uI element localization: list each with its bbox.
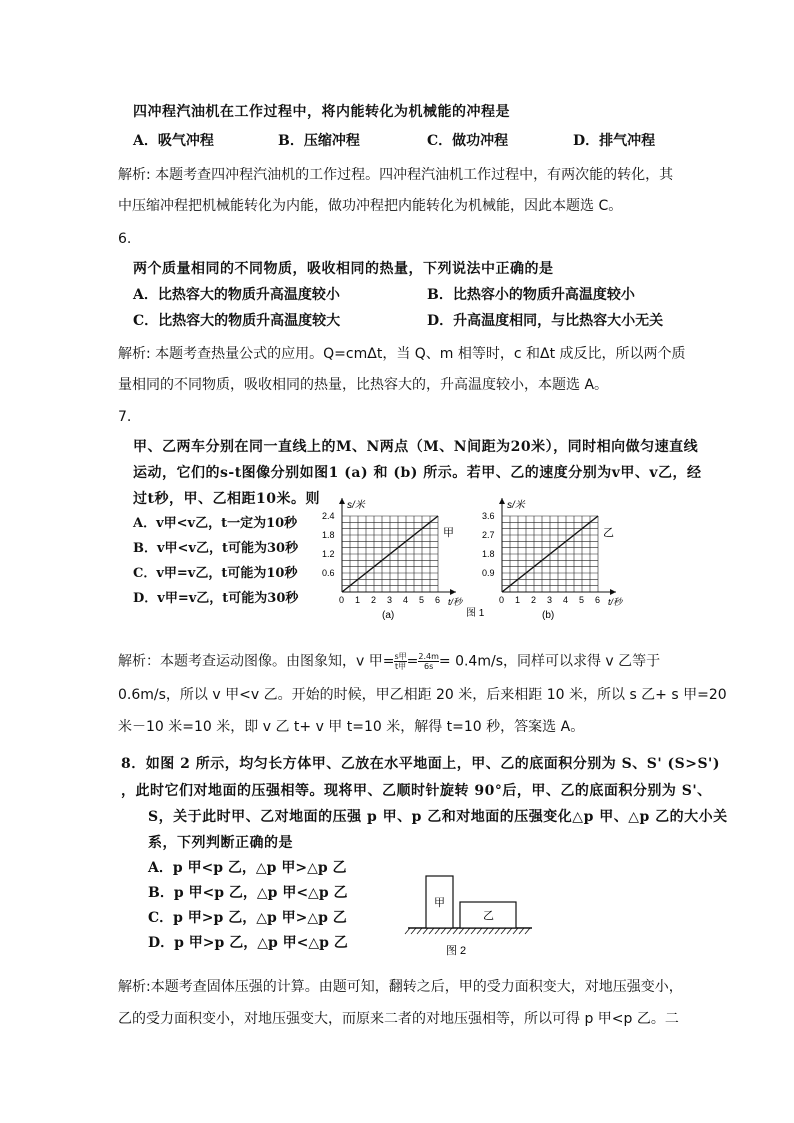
q7-stem-line-2: 运动，它们的s-t图像分别如图1 (a) 和 (b) 所示。若甲、乙的速度分别为v甲、v乙，经 xyxy=(133,465,702,481)
q5-option-a: A．吸气冲程 xyxy=(133,133,214,149)
block-jia-label: 甲 xyxy=(434,897,445,909)
y-tick-label: 0.6 xyxy=(322,568,335,578)
q5-option-c: C．做功冲程 xyxy=(427,133,509,149)
q7-fraction-2 xyxy=(418,652,439,671)
chart-a xyxy=(322,498,464,621)
x-axis-arrow xyxy=(450,589,456,595)
hatch-mark xyxy=(483,928,488,934)
q8-option-a: A．p 甲<p 乙，△p 甲>△p 乙 xyxy=(148,860,347,876)
hatch-mark xyxy=(489,928,494,934)
y-axis-label: s/米 xyxy=(347,500,365,511)
q7-option-a: A．v甲<v乙，t一定为10秒 xyxy=(133,516,298,531)
figure-2-caption: 图 2 xyxy=(446,945,467,957)
x-axis-label: t/秒 xyxy=(448,597,463,607)
hatch-mark xyxy=(429,928,434,934)
hatch-mark xyxy=(525,928,530,934)
hatch-mark xyxy=(441,928,446,934)
hatch-mark xyxy=(507,928,512,934)
x-tick-label: 2 xyxy=(371,595,377,605)
x-tick-label: 1 xyxy=(355,595,361,605)
x-tick-label: 6 xyxy=(435,595,441,605)
y-tick-label: 1.2 xyxy=(322,549,335,559)
hatch-mark xyxy=(447,928,452,934)
hatch-mark xyxy=(435,928,440,934)
q7-fraction-2-bottom: 6s xyxy=(424,662,434,671)
hatch-mark xyxy=(417,928,422,934)
q8-stem-line-3: S，关于此时甲、乙对地面的压强 p 甲、p 乙和对地面的压强变化△p 甲、△p 乙的大小关 xyxy=(148,809,728,825)
hatch-mark xyxy=(405,928,410,934)
y-tick-label: 0.9 xyxy=(482,568,495,578)
hatch-mark xyxy=(495,928,500,934)
q7-analysis-line-1 xyxy=(118,652,660,671)
q5-option-b: B．压缩冲程 xyxy=(278,133,360,149)
y-tick-label: 3.6 xyxy=(482,511,495,521)
q6-stem: 两个质量相同的不同物质，吸收相同的热量，下列说法中正确的是 xyxy=(133,261,554,277)
q7-option-c: C．v甲=v乙，t可能为10秒 xyxy=(133,566,298,581)
x-tick-label: 0 xyxy=(339,595,345,605)
q6-analysis-line-1: 解析: 本题考查热量公式的应用。Q=cmΔt，当 Q、m 相等时，c 和Δt 成反比，所以两个质 xyxy=(118,346,686,362)
y-tick-label: 1.8 xyxy=(322,530,335,540)
q5-analysis-line-1: 解析: 本题考查四冲程汽油机的工作过程。四冲程汽油机工作过程中，有两次能的转化，其 xyxy=(118,167,674,183)
hatch-mark xyxy=(477,928,482,934)
hatch-mark xyxy=(501,928,506,934)
x-tick-label: 1 xyxy=(515,595,521,605)
q8-stem-line-4: 系，下列判断正确的是 xyxy=(148,835,293,851)
y-axis-arrow xyxy=(499,498,505,504)
q8-option-b: B．p 甲<p 乙，△p 甲<△p 乙 xyxy=(148,885,348,901)
chart-b xyxy=(482,498,624,621)
y-axis-arrow xyxy=(339,498,345,504)
x-tick-label: 0 xyxy=(499,595,505,605)
q7-option-b: B．v甲<v乙，t可能为30秒 xyxy=(133,541,299,556)
x-tick-label: 6 xyxy=(595,595,601,605)
q7-stem-line-1: 甲、乙两车分别在同一直线上的M、N两点（M、N间距为20米），同时相向做匀速直线 xyxy=(133,439,699,455)
q7-fraction-1 xyxy=(394,652,406,671)
hatch-mark xyxy=(519,928,524,934)
hatch-mark xyxy=(411,928,416,934)
q7-stem-line-3: 过t秒，甲、乙相距10米。则 xyxy=(133,491,320,507)
q7-equals: = xyxy=(406,653,419,670)
q7-fraction-1-bottom: t甲 xyxy=(394,662,407,671)
figure-2 xyxy=(400,868,540,960)
q8-option-c: C．p 甲>p 乙，△p 甲>△p 乙 xyxy=(148,910,347,926)
q6-option-c: C．比热容大的物质升高温度较大 xyxy=(133,313,341,329)
q6-option-a: A．比热容大的物质升高温度较小 xyxy=(133,287,340,303)
y-axis-label: s/米 xyxy=(507,500,525,511)
ground-hatching xyxy=(405,928,530,934)
q5-analysis-line-2: 中压缩冲程把机械能转化为内能，做功冲程把内能转化为机械能，因此本题选 C。 xyxy=(118,198,623,214)
q6-option-d: D．升高温度相同，与比热容大小无关 xyxy=(427,313,664,329)
q8-analysis-line-2: 乙的受力面积变小，对地压强变大，而原来二者的对地压强相等，所以可得 p 甲<p 乙。二 xyxy=(118,1011,679,1027)
y-tick-label: 2.7 xyxy=(482,530,495,540)
q6-option-b: B．比热容小的物质升高温度较小 xyxy=(427,287,635,303)
q7-analysis-line-2: 0.6m/s，所以 v 甲<v 乙。开始的时候，甲乙相距 20 米，后来相距 10 米，所以 s 乙+ s 甲=20 xyxy=(118,687,727,703)
y-tick-label: 1.8 xyxy=(482,549,495,559)
q7-analysis-line-3: 米－10 米=10 米，即 v 乙 t+ v 甲 t=10 米，解得 t=10 秒，答案选 A。 xyxy=(118,719,585,735)
q5-option-d: D．排气冲程 xyxy=(573,133,656,149)
x-tick-label: 3 xyxy=(387,595,393,605)
x-tick-label: 4 xyxy=(403,595,409,605)
series-label: 乙 xyxy=(603,527,614,539)
x-axis-label: t/秒 xyxy=(608,597,623,607)
q7-fraction-1-top: s甲 xyxy=(394,652,407,661)
q7-number: 7. xyxy=(118,409,132,425)
q6-number: 6. xyxy=(118,231,132,247)
q7-figure xyxy=(310,490,660,630)
hatch-mark xyxy=(459,928,464,934)
q7-analysis-1a: 解析：本题考查运动图像。由图象知，v 甲= xyxy=(118,653,395,670)
hatch-mark xyxy=(423,928,428,934)
q6-analysis-line-2: 量相同的不同物质，吸收相同的热量，比热容大的，升高温度较小，本题选 A。 xyxy=(118,377,609,393)
q7-fraction-2-top: 2.4m xyxy=(418,652,439,661)
q8-stem-line-1: 8．如图 2 所示，均匀长方体甲、乙放在水平地面上，甲、乙的底面积分别为 S、S' (S>S') xyxy=(121,756,720,772)
x-tick-label: 3 xyxy=(547,595,553,605)
x-tick-label: 4 xyxy=(563,595,569,605)
q7-option-d: D．v甲=v乙，t可能为30秒 xyxy=(133,591,299,606)
block-yi-label: 乙 xyxy=(483,910,494,922)
x-tick-label: 5 xyxy=(419,595,425,605)
x-tick-label: 2 xyxy=(531,595,537,605)
y-tick-label: 2.4 xyxy=(322,511,335,521)
hatch-mark xyxy=(453,928,458,934)
x-axis-arrow xyxy=(610,589,616,595)
hatch-mark xyxy=(471,928,476,934)
q8-analysis-line-1: 解析:本题考查固体压强的计算。由题可知，翻转之后，甲的受力面积变大，对地压强变小， xyxy=(118,979,683,995)
subplot-title: (b) xyxy=(542,610,555,621)
figure-1-caption: 图 1 xyxy=(466,608,485,619)
q8-option-d: D．p 甲>p 乙，△p 甲<△p 乙 xyxy=(148,935,348,951)
x-tick-label: 5 xyxy=(579,595,585,605)
series-label: 甲 xyxy=(443,527,454,539)
q5-stem: 四冲程汽油机在工作过程中，将内能转化为机械能的冲程是 xyxy=(133,104,510,120)
subplot-title: (a) xyxy=(382,610,395,621)
hatch-mark xyxy=(513,928,518,934)
hatch-mark xyxy=(465,928,470,934)
q7-analysis-1b: = 0.4m/s，同样可以求得 v 乙等于 xyxy=(438,653,661,670)
q8-stem-line-2: ，此时它们对地面的压强相等。现将甲、乙顺时针旋转 90°后，甲、乙的底面积分别为 S'、 xyxy=(121,783,712,799)
